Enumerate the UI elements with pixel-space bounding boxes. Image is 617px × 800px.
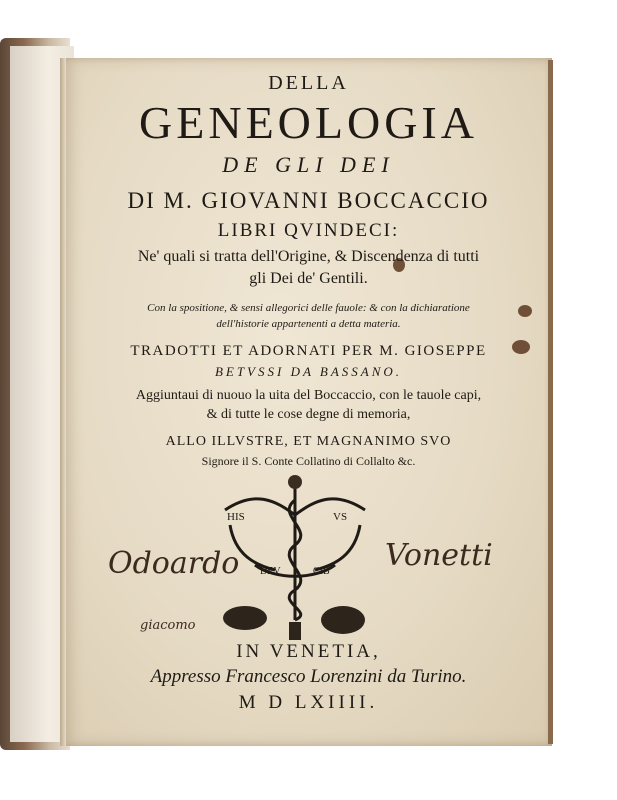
title-author: DI M. GIOVANNI BOCCACCIO <box>127 188 490 213</box>
title-line-dei: DE GLI DEI <box>222 152 395 177</box>
imprint-date: M D LXIIII. <box>238 692 379 713</box>
motto-vs: VS <box>333 511 348 523</box>
handwritten-note: giacomo <box>140 618 196 633</box>
title-translator-2: BETVSSI DA BASSANO. <box>214 364 403 379</box>
title-dedication-1: ALLO ILLVSTRE, ET MAGNANIMO SVO <box>165 434 452 449</box>
signature-left: Odoardo <box>108 546 240 581</box>
imprint-place: IN VENETIA, <box>236 641 381 662</box>
title-desc-4: dell'historie appartenenti a detta materia. <box>216 318 401 330</box>
title-libri: LIBRI QVINDECI: <box>217 220 400 241</box>
title-desc-3: Con la spositione, & sensi allegorici delle fauole: & con la dichiaratione <box>147 302 470 314</box>
motto-his: HIS <box>227 511 245 523</box>
title-dedication-2: Signore il S. Conte Collatino di Collalto &c. <box>201 454 416 468</box>
title-translator: TRADOTTI ET ADORNATI PER M. GIOSEPPE <box>130 343 487 359</box>
motto-cib: CIB <box>313 566 330 577</box>
title-additions-1: Aggiuntaui di nuouo la uita del Boccaccio, con le tauole capi, <box>135 388 482 403</box>
title-desc-1: Ne' quali si tratta dell'Origine, & Discendenza di tutti <box>137 248 480 265</box>
motto-dev: DEV <box>260 566 281 577</box>
title-additions-2: & di tutte le cose degne di memoria, <box>206 407 411 422</box>
title-main: GENEOLOGIA <box>139 97 478 148</box>
signature-right: Vonetti <box>385 538 493 573</box>
title-desc-2: gli Dei de' Gentili. <box>249 270 368 287</box>
title-line-della: DELLA <box>268 72 349 94</box>
imprint-printer: Appresso Francesco Lorenzini da Turino. <box>150 666 467 687</box>
